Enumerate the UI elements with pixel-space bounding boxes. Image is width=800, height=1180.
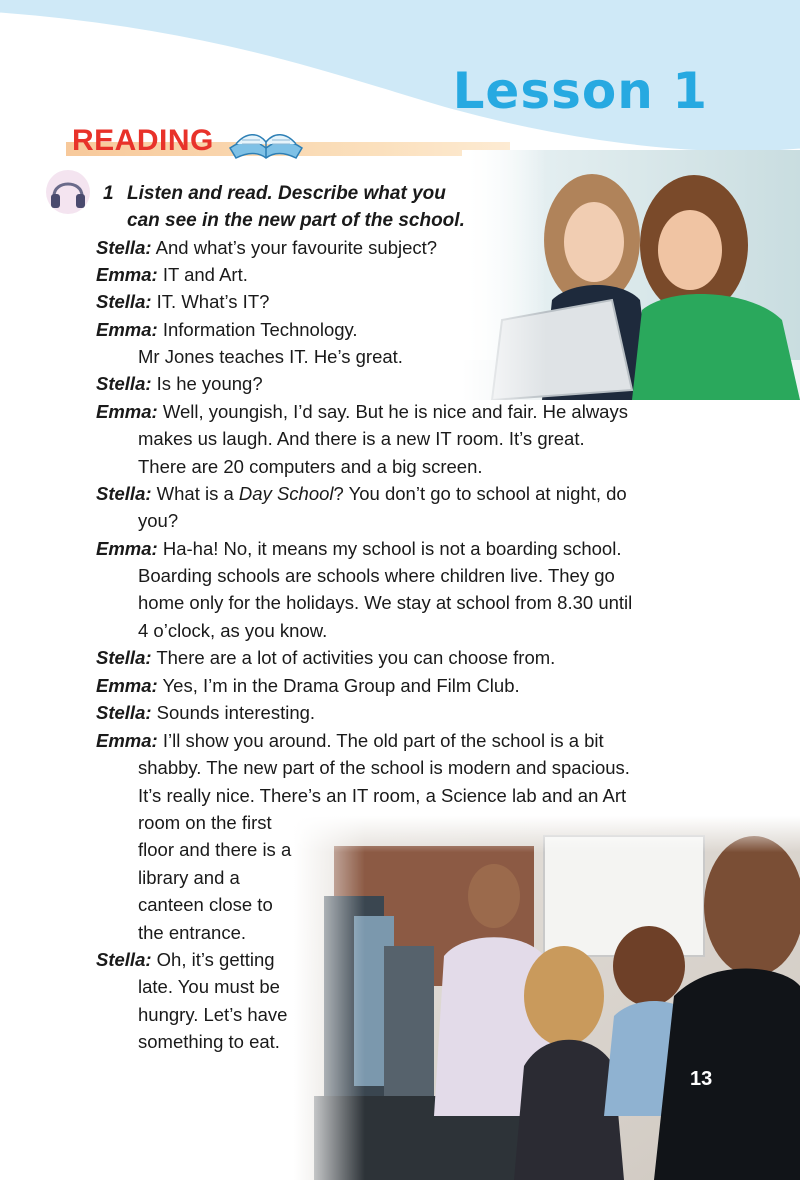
task-number: 1 bbox=[103, 183, 114, 204]
speaker-label: Stella: bbox=[96, 237, 152, 258]
line-text: What is a bbox=[151, 483, 239, 504]
speaker-label: Stella: bbox=[96, 647, 152, 668]
line-text: floor and there is a bbox=[138, 839, 292, 860]
dialogue-line bbox=[96, 398, 628, 425]
speaker-label: Emma: bbox=[96, 401, 158, 422]
dialogue-line bbox=[96, 316, 358, 343]
dialogue-line bbox=[138, 562, 615, 589]
speaker-label: Emma: bbox=[96, 538, 158, 559]
dialogue-line bbox=[138, 1001, 287, 1028]
line-text: Ha-ha! No, it means my school is not a boarding school. bbox=[157, 538, 622, 559]
line-text: There are 20 computers and a big screen. bbox=[138, 456, 483, 477]
page-number: 13 bbox=[690, 1068, 713, 1090]
line-text: shabby. The new part of the school is modern and spacious. bbox=[138, 757, 630, 778]
line-text: hungry. Let’s have bbox=[138, 1004, 288, 1025]
line-text: I’ll show you around. The old part of the school is a bit bbox=[157, 730, 604, 751]
line-text: the entrance. bbox=[138, 922, 246, 943]
speaker-label: Emma: bbox=[96, 730, 158, 751]
line-text: Information Technology. bbox=[157, 319, 358, 340]
line-text: IT. What’s IT? bbox=[151, 291, 270, 312]
line-text: Is he young? bbox=[151, 373, 263, 394]
line-text-after: ? You don’t go to school at night, do bbox=[333, 483, 627, 504]
dialogue-line bbox=[138, 836, 291, 863]
speaker-label: Emma: bbox=[96, 264, 158, 285]
dialogue-line bbox=[138, 973, 280, 1000]
line-text: Sounds interesting. bbox=[151, 702, 316, 723]
dialogue-line bbox=[96, 672, 520, 699]
dialogue-line bbox=[96, 644, 555, 671]
classroom-photo bbox=[294, 816, 800, 1180]
dialogue-line bbox=[138, 864, 240, 891]
task-line-1: Listen and read. Describe what you bbox=[127, 183, 446, 204]
dialogue-line bbox=[138, 589, 632, 616]
line-text: Well, youngish, I’d say. But he is nice and fair. He always bbox=[157, 401, 628, 422]
dialogue-line bbox=[96, 370, 263, 397]
dialogue-line bbox=[138, 425, 585, 452]
task-instruction bbox=[103, 180, 483, 234]
open-book-icon bbox=[226, 118, 306, 162]
line-text: Boarding schools are schools where children live. They go bbox=[138, 565, 615, 586]
line-text: late. You must be bbox=[138, 976, 280, 997]
dialogue-line bbox=[138, 919, 246, 946]
dialogue-line bbox=[96, 288, 269, 315]
lesson-title: Lesson 1 bbox=[452, 62, 708, 120]
task-line-2: can see in the new part of the school. bbox=[127, 210, 465, 231]
dialogue-line bbox=[138, 343, 403, 370]
dialogue-line bbox=[96, 699, 315, 726]
dialogue-line bbox=[96, 727, 604, 754]
speaker-label: Stella: bbox=[96, 373, 152, 394]
dialogue-line bbox=[96, 946, 275, 973]
section-label: READING bbox=[72, 124, 214, 157]
line-text: you? bbox=[138, 510, 179, 531]
dialogue-line bbox=[96, 480, 627, 507]
line-text: Mr Jones teaches IT. He’s great. bbox=[138, 346, 403, 367]
line-text: There are a lot of activities you can choose from. bbox=[151, 647, 556, 668]
dialogue-line bbox=[138, 754, 630, 781]
line-text: library and a bbox=[138, 867, 240, 888]
dialogue-line bbox=[138, 507, 178, 534]
line-text: canteen close to bbox=[138, 894, 273, 915]
line-italic-term: Day School bbox=[238, 483, 334, 504]
line-text: 4 o’clock, as you know. bbox=[138, 620, 328, 641]
dialogue-line bbox=[138, 617, 327, 644]
line-text: Oh, it’s getting bbox=[151, 949, 275, 970]
dialogue-line bbox=[138, 782, 626, 809]
dialogue-line bbox=[138, 809, 272, 836]
line-text: And what’s your favourite subject? bbox=[151, 237, 438, 258]
speaker-label: Emma: bbox=[96, 675, 158, 696]
headphones-icon bbox=[44, 168, 92, 216]
speaker-label: Stella: bbox=[96, 949, 152, 970]
line-text: room on the first bbox=[138, 812, 272, 833]
line-text: IT and Art. bbox=[157, 264, 248, 285]
speaker-label: Stella: bbox=[96, 702, 152, 723]
dialogue-line bbox=[138, 1028, 280, 1055]
dialogue-line bbox=[138, 891, 273, 918]
dialogue-line bbox=[138, 453, 483, 480]
line-text: Yes, I’m in the Drama Group and Film Club. bbox=[157, 675, 520, 696]
dialogue-line bbox=[96, 535, 621, 562]
dialogue-line bbox=[96, 234, 437, 261]
speaker-label: Stella: bbox=[96, 483, 152, 504]
speaker-label: Stella: bbox=[96, 291, 152, 312]
line-text: home only for the holidays. We stay at school from 8.30 until bbox=[138, 592, 633, 613]
line-text: It’s really nice. There’s an IT room, a Science lab and an Art bbox=[138, 785, 627, 806]
line-text: makes us laugh. And there is a new IT room. It’s great. bbox=[138, 428, 585, 449]
girls-at-laptop-photo bbox=[462, 150, 800, 400]
speaker-label: Emma: bbox=[96, 319, 158, 340]
line-text: something to eat. bbox=[138, 1031, 280, 1052]
dialogue-line bbox=[96, 261, 248, 288]
